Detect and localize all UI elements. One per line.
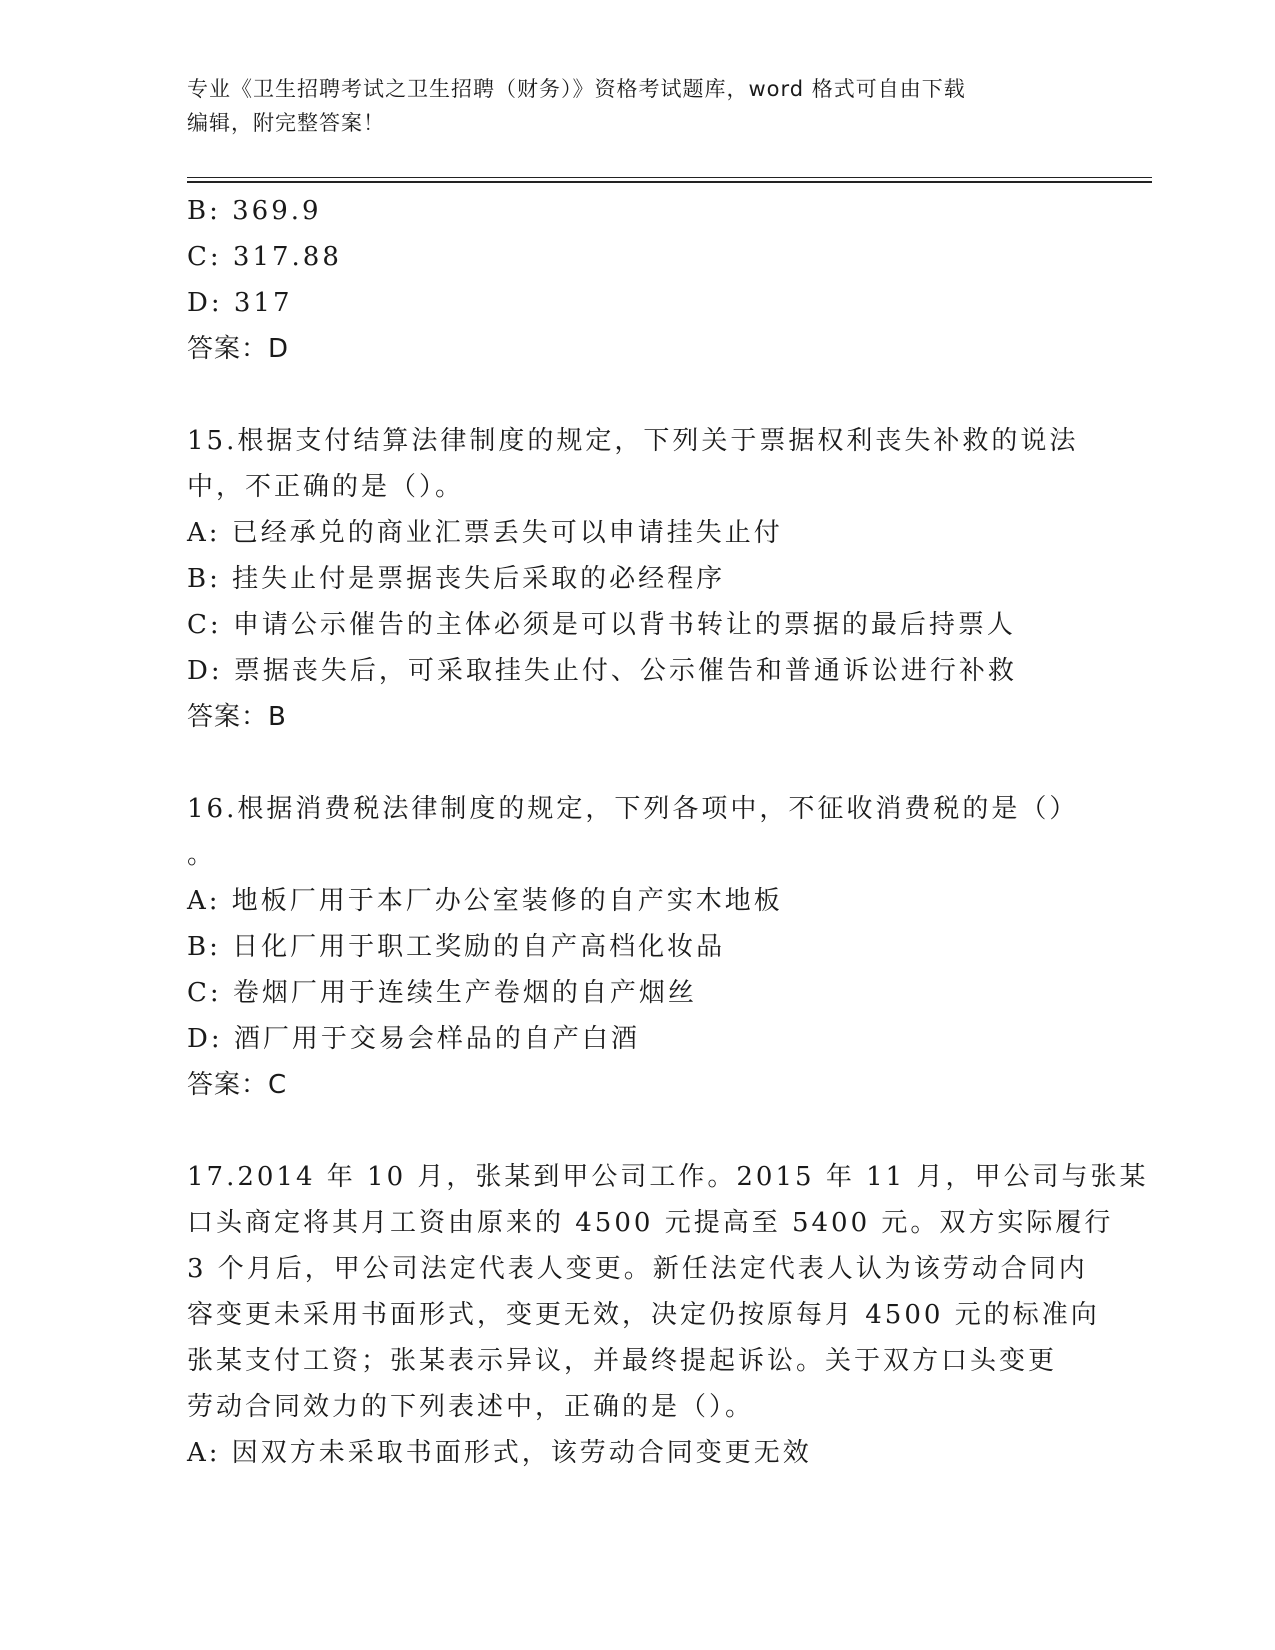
option-c: C: 申请公示催告的主体必须是可以背书转让的票据的最后持票人 [187,610,1016,640]
header-line-1: 专业《卫生招聘考试之卫生招聘（财务）》资格考试题库，word 格式可自由下载 [187,77,966,101]
question-stem-line: 口头商定将其月工资由原来的 4500 元提高至 5400 元。双方实际履行 [187,1208,1114,1238]
answer-line: 答案：B [187,702,287,732]
option-a: A: 地板厂用于本厂办公室装修的自产实木地板 [187,886,783,916]
header-line-2: 编辑，附完整答案！ [187,111,385,135]
header-divider-thin [187,177,1152,178]
question-15 [187,418,1087,740]
header-divider-thick [187,181,1152,183]
question-stem-line: 容变更未采用书面形式，变更无效，决定仍按原每月 4500 元的标准向 [187,1300,1100,1330]
option-d: D: 酒厂用于交易会样品的自产白酒 [187,1024,640,1054]
question-content [187,188,1149,1476]
question-16 [187,786,1087,1108]
question-stem-line: 15.根据支付结算法律制度的规定，下列关于票据权利丧失补救的说法 [187,426,1079,456]
option-c: C: 卷烟厂用于连续生产卷烟的自产烟丝 [187,978,697,1008]
answer-line: 答案：D [187,334,290,364]
option-d: D: 票据丧失后，可采取挂失止付、公示催告和普通诉讼进行补救 [187,656,1017,686]
option-b: B: 日化厂用于职工奖励的自产高档化妆品 [187,932,726,962]
question-stem-line: 。 [187,840,217,870]
option-d: D: 317 [187,288,293,318]
question-stem-line: 劳动合同效力的下列表述中，正确的是（）。 [187,1392,755,1422]
answer-line: 答案：C [187,1070,288,1100]
question-stem-line: 3 个月后，甲公司法定代表人变更。新任法定代表人认为该劳动合同内 [187,1254,1088,1284]
option-b: B: 挂失止付是票据丧失后采取的必经程序 [187,564,726,594]
option-a: A: 因双方未采取书面形式，该劳动合同变更无效 [187,1438,812,1468]
page-header [187,72,1067,140]
question-stem-line: 16.根据消费税法律制度的规定，下列各项中，不征收消费税的是（） [187,794,1079,824]
option-c: C: 317.88 [187,242,342,272]
question-stem-line: 中，不正确的是（）。 [187,472,465,502]
question-stem-line: 张某支付工资；张某表示异议，并最终提起诉讼。关于双方口头变更 [187,1346,1058,1376]
question-stem-line: 17.2014 年 10 月，张某到甲公司工作。2015 年 11 月，甲公司与张某 [187,1162,1149,1192]
question-14-tail [187,188,1087,372]
question-17 [187,1154,1149,1476]
option-b: B: 369.9 [187,196,322,226]
option-a: A: 已经承兑的商业汇票丢失可以申请挂失止付 [187,518,783,548]
